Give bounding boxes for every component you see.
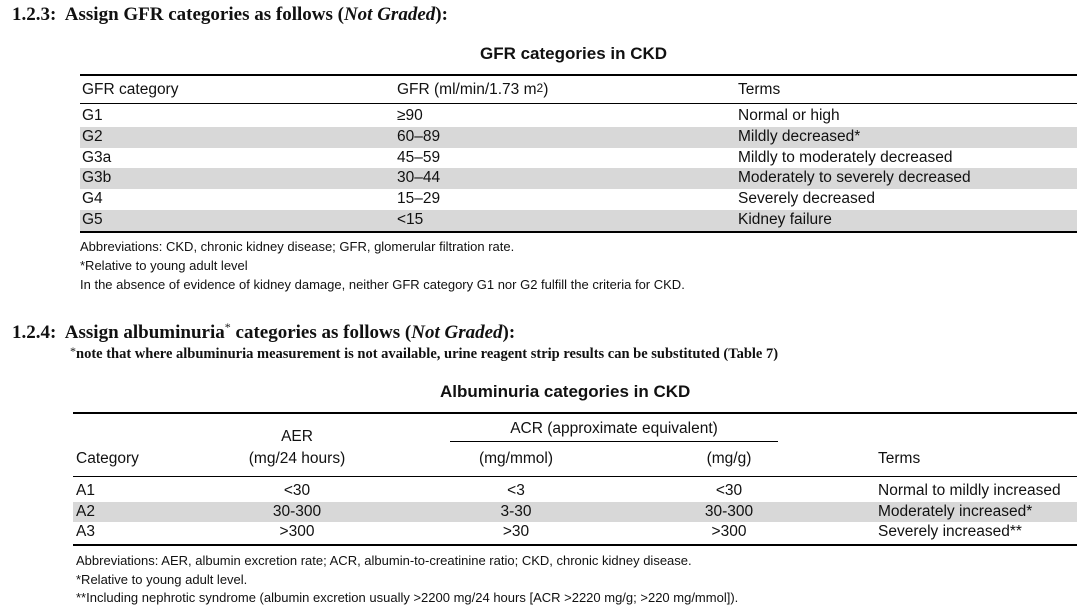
alb-cell-terms: Normal to mildly increased — [878, 482, 1061, 499]
alb-cell-terms: Moderately increased* — [878, 502, 1033, 520]
gfr-cell-gfr: <15 — [397, 211, 424, 228]
section-heading-1-2-4: 1.2.4: Assign albuminuria* categories as follows (Not Graded): — [12, 320, 516, 343]
gfr-cell-terms: Moderately to severely decreased — [738, 169, 971, 187]
alb-header-acr-mmol: (mg/mmol) — [478, 450, 554, 467]
alb-cell-acr-mmol: <3 — [507, 482, 525, 499]
alb-header-terms: Terms — [878, 450, 921, 467]
alb-cell-acr-mmol: 3-30 — [500, 502, 532, 520]
alb-cell-category: A1 — [76, 482, 95, 499]
section-heading-1-2-3 — [12, 4, 448, 26]
section-close: ): — [435, 4, 448, 25]
alb-table-title: Albuminuria categories in CKD — [440, 382, 691, 401]
gfr-cell-gfr: 15–29 — [397, 190, 441, 208]
gfr-bottom-rule — [80, 231, 1077, 233]
alb-cell-aer: >300 — [279, 523, 315, 540]
alb-footnote: **Including nephrotic syndrome (albumin excretion usually >2200 mg/24 hours [ACR >2220 mg/g; >220 mg/mmol]). — [76, 590, 739, 605]
gfr-header-terms: Terms — [738, 81, 781, 98]
table-row-shade — [80, 210, 1077, 231]
gfr-cell-terms: Kidney failure — [738, 211, 832, 228]
gfr-footnote: *Relative to young adult level — [80, 258, 248, 273]
table-row-shade — [80, 127, 1077, 148]
gfr-top-rule — [80, 74, 1077, 76]
alb-cell-category: A3 — [76, 523, 95, 540]
alb-header-aer-line2: (mg/24 hours) — [248, 450, 346, 467]
alb-cell-acr-mgg: 30-300 — [704, 502, 754, 520]
gfr-cell-terms: Mildly to moderately decreased — [738, 148, 953, 166]
alb-cell-acr-mgg: <30 — [715, 482, 743, 499]
gfr-cell-category: G4 — [82, 190, 103, 208]
gfr-footnote: Abbreviations: CKD, chronic kidney disease; GFR, glomerular filtration rate. — [80, 239, 515, 254]
alb-acr-group-rule — [450, 441, 778, 442]
section-number: 1.2.4: — [12, 322, 57, 343]
gfr-cell-gfr: 45–59 — [397, 148, 441, 166]
alb-cell-terms: Severely increased** — [878, 523, 1022, 540]
alb-footnote: *Relative to young adult level. — [76, 572, 248, 587]
alb-header-acr-mgg: (mg/g) — [706, 450, 752, 467]
alb-footnote: Abbreviations: AER, albumin excretion rate; ACR, albumin-to-creatinine ratio; CKD, chronic kidney disease. — [76, 553, 692, 568]
alb-bottom-rule — [73, 544, 1077, 546]
gfr-header-gfr: GFR (ml/min/1.73 $m^2$) — [397, 81, 549, 98]
section-number: 1.2.3: — [12, 4, 57, 25]
gfr-cell-category: G3a — [82, 148, 112, 166]
alb-cell-acr-mmol: >30 — [502, 523, 530, 540]
alb-header-rule — [73, 476, 1077, 477]
alb-top-rule — [73, 412, 1077, 414]
section-italic: Not Graded — [343, 4, 436, 25]
gfr-cell-gfr: 30–44 — [397, 169, 441, 187]
albuminuria-note: *note that where albuminuria measurement is not available, urine reagent strip results can be substituted (Table 7) — [70, 344, 779, 362]
alb-cell-aer: 30-300 — [272, 502, 322, 520]
gfr-cell-terms: Normal or high — [738, 107, 840, 124]
gfr-cell-category: G1 — [82, 107, 103, 124]
gfr-cell-category: G2 — [82, 127, 103, 145]
gfr-header-category: GFR category — [82, 81, 179, 98]
alb-cell-aer: <30 — [283, 482, 311, 499]
gfr-cell-category: G5 — [82, 211, 103, 228]
gfr-header-rule — [80, 103, 1077, 104]
alb-cell-category: A2 — [76, 502, 95, 520]
alb-header-acr-group: ACR (approximate equivalent) — [510, 420, 718, 437]
alb-cell-acr-mgg: >300 — [711, 523, 747, 540]
gfr-cell-terms: Mildly decreased* — [738, 127, 861, 145]
gfr-cell-gfr: 60–89 — [397, 127, 441, 145]
gfr-footnote: In the absence of evidence of kidney damage, neither GFR category G1 nor G2 fulfill the criteria for CKD. — [80, 277, 685, 292]
gfr-cell-gfr: ≥90 — [397, 107, 423, 124]
alb-header-aer-line1: AER — [281, 428, 313, 445]
gfr-cell-category: G3b — [82, 169, 112, 187]
gfr-cell-terms: Severely decreased — [738, 190, 875, 208]
section-text: Assign GFR categories as follows ( — [64, 4, 344, 25]
alb-header-category: Category — [76, 450, 139, 467]
gfr-table-title: GFR categories in CKD — [480, 44, 668, 63]
